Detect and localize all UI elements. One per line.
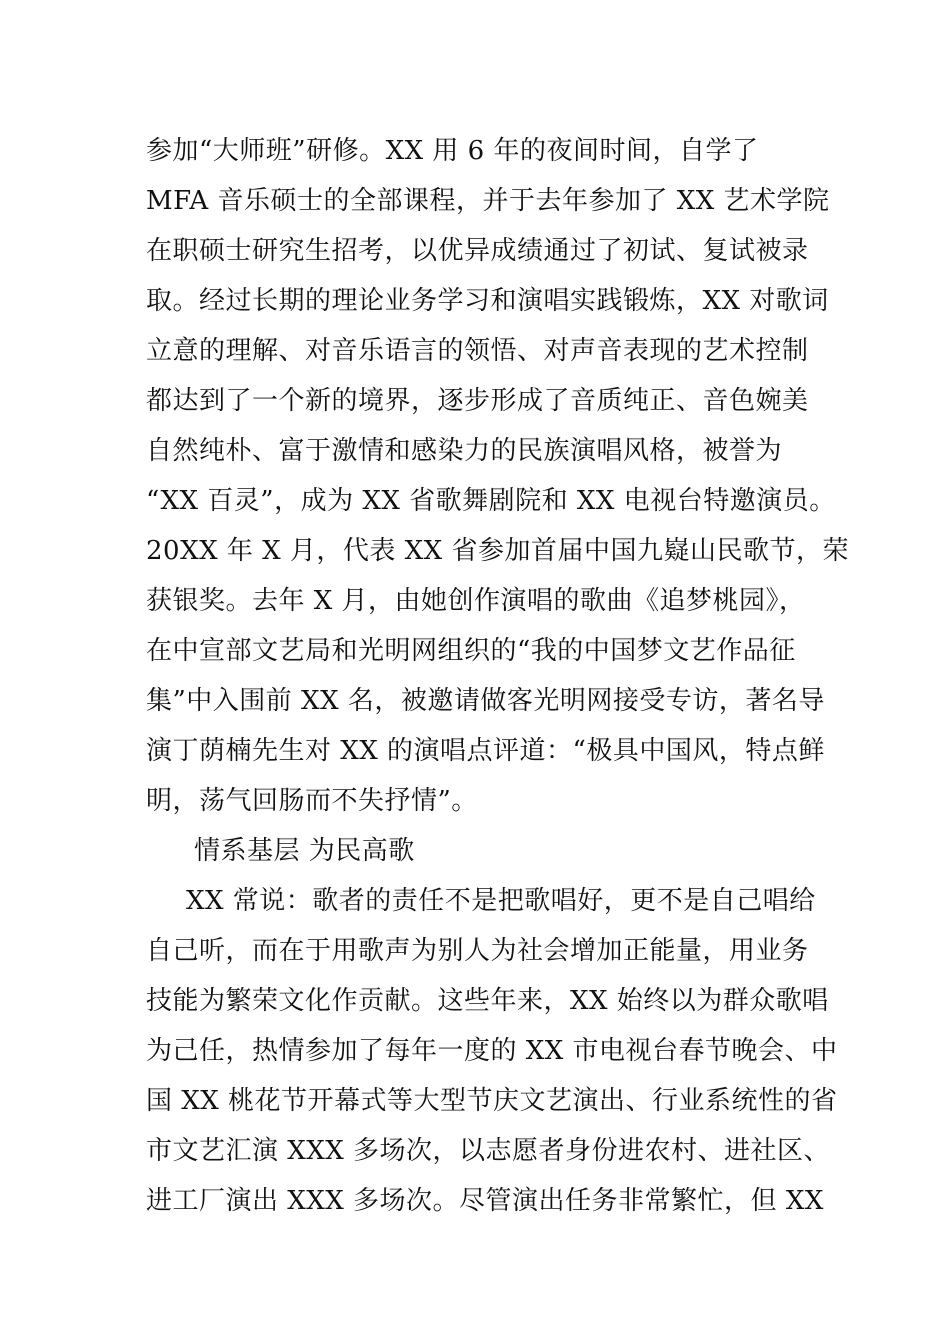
text-line: 20XX 年 X 月，代表 XX 省参加首届中国九嶷山民歌节，荣: [146, 536, 849, 566]
text-line: 市文艺汇演 XXX 多场次，以志愿者身份进农村、进社区、: [146, 1136, 831, 1166]
text-line: 技能为繁荣文化作贡献。这些年来，XX 始终以为群众歌唱: [146, 986, 829, 1016]
text-line: 取。经过长期的理论业务学习和演唱实践锻炼，XX 对歌词: [146, 286, 829, 316]
text-line: “XX 百灵”，成为 XX 省歌舞剧院和 XX 电视台特邀演员。: [146, 486, 836, 516]
text-line: 国 XX 桃花节开幕式等大型节庆文艺演出、行业系统性的省: [146, 1086, 838, 1116]
text-line: 获银奖。去年 X 月，由她创作演唱的歌曲《追梦桃园》，: [146, 586, 806, 616]
text-line: 进工厂演出 XXX 多场次。尽管演出任务非常繁忙，但 XX: [146, 1186, 824, 1216]
text-line: 自然纯朴、富于激情和感染力的民族演唱风格，被誉为: [146, 436, 783, 466]
text-line: 立意的理解、对音乐语言的领悟、对声音表现的艺术控制: [146, 336, 809, 366]
text-line: MFA 音乐硕士的全部课程，并于去年参加了 XX 艺术学院: [146, 186, 830, 216]
text-line: 都达到了一个新的境界，逐步形成了音质纯正、音色婉美: [146, 386, 809, 416]
text-line: 在职硕士研究生招考，以优异成绩通过了初试、复试被录: [146, 236, 809, 266]
text-line: 为己任，热情参加了每年一度的 XX 市电视台春节晚会、中: [146, 1036, 838, 1066]
text-line: 参加“大师班”研修。XX 用 6 年的夜间时间，自学了: [146, 136, 759, 166]
body-text: [146, 126, 849, 1226]
text-line: 演丁荫楠先生对 XX 的演唱点评道：“极具中国风，特点鲜: [146, 736, 825, 766]
text-line: 在中宣部文艺局和光明网组织的“我的中国梦文艺作品征: [146, 636, 796, 666]
text-line: 自己听，而在于用歌声为别人为社会增加正能量，用业务: [146, 936, 809, 966]
section-heading: 情系基层 为民高歌: [194, 836, 415, 866]
paragraph-first-line: XX 常说：歌者的责任不是把歌唱好，更不是自己唱给: [186, 886, 816, 916]
text-line: 集”中入围前 XX 名，被邀请做客光明网接受专访，著名导: [146, 686, 825, 716]
text-line: 明，荡气回肠而不失抒情”。: [146, 786, 478, 816]
